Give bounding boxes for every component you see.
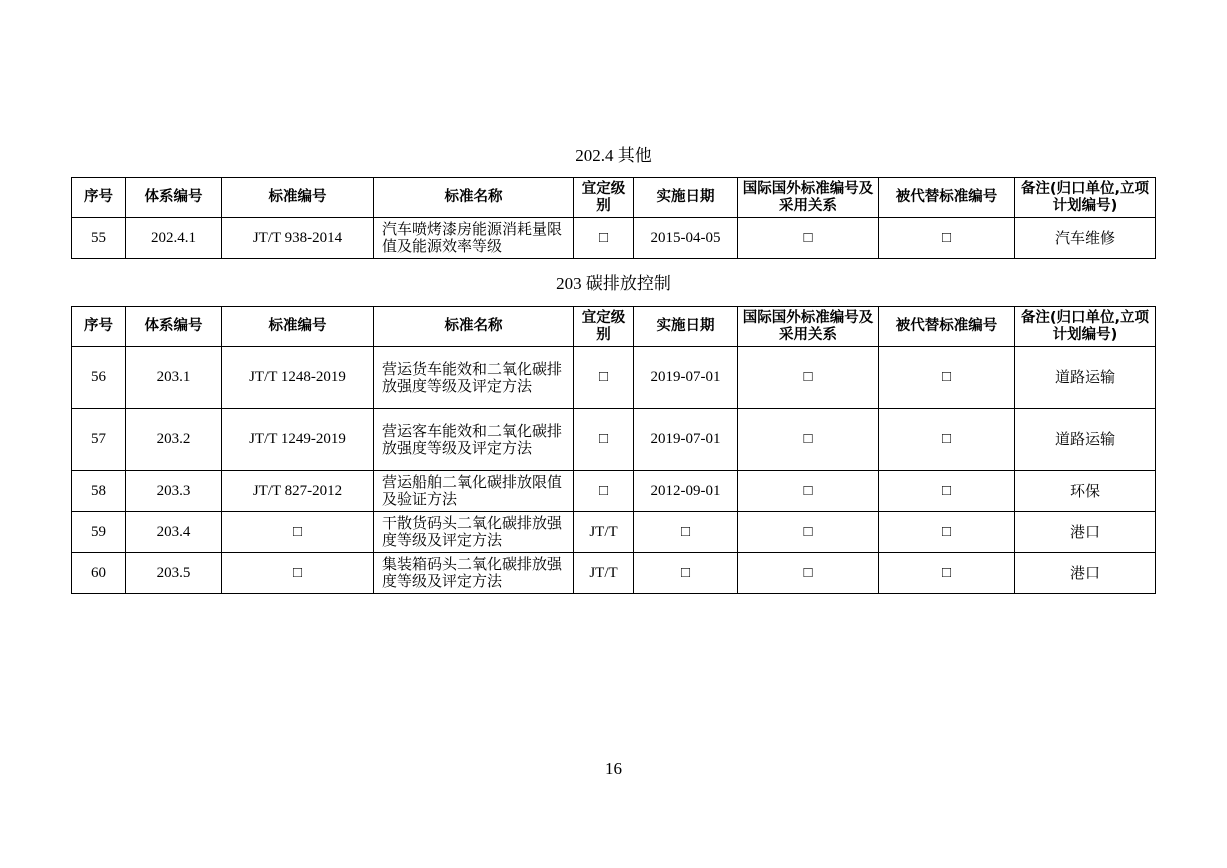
header-level: 宜定级别 bbox=[574, 307, 634, 347]
standards-table-203 bbox=[71, 306, 1156, 594]
cell-std-name: 汽车喷烤漆房能源消耗量限值及能源效率等级 bbox=[374, 218, 574, 259]
cell-seq: 60 bbox=[72, 553, 126, 594]
header-intl: 国际国外标准编号及采用关系 bbox=[738, 178, 879, 218]
cell-std-no: □ bbox=[222, 512, 374, 553]
cell-system-no: 203.2 bbox=[126, 409, 222, 471]
header-remark: 备注(归口单位,立项计划编号) bbox=[1015, 307, 1156, 347]
cell-std-no: JT/T 827-2012 bbox=[222, 471, 374, 512]
cell-std-name: 营运船舶二氧化碳排放限值及验证方法 bbox=[374, 471, 574, 512]
cell-level: □ bbox=[574, 347, 634, 409]
header-date: 实施日期 bbox=[634, 178, 738, 218]
cell-replaced: □ bbox=[879, 409, 1015, 471]
cell-date: 2019-07-01 bbox=[634, 409, 738, 471]
standards-table-202-4 bbox=[71, 177, 1156, 259]
cell-level: JT/T bbox=[574, 512, 634, 553]
table-row bbox=[72, 512, 1156, 553]
cell-remark: 道路运输 bbox=[1015, 347, 1156, 409]
header-replaced: 被代替标准编号 bbox=[879, 178, 1015, 218]
cell-seq: 57 bbox=[72, 409, 126, 471]
table-row bbox=[72, 347, 1156, 409]
cell-intl: □ bbox=[738, 512, 879, 553]
cell-std-no: JT/T 938-2014 bbox=[222, 218, 374, 259]
cell-date: 2015-04-05 bbox=[634, 218, 738, 259]
cell-level: □ bbox=[574, 409, 634, 471]
cell-std-no: □ bbox=[222, 553, 374, 594]
cell-std-name: 集装箱码头二氧化碳排放强度等级及评定方法 bbox=[374, 553, 574, 594]
section-title-203: 203 碳排放控制 bbox=[556, 274, 671, 293]
cell-remark: 道路运输 bbox=[1015, 409, 1156, 471]
table-row bbox=[72, 471, 1156, 512]
table-row bbox=[72, 553, 1156, 594]
cell-intl: □ bbox=[738, 471, 879, 512]
cell-remark: 环保 bbox=[1015, 471, 1156, 512]
cell-remark: 港口 bbox=[1015, 553, 1156, 594]
header-std-no: 标准编号 bbox=[222, 178, 374, 218]
cell-remark: 港口 bbox=[1015, 512, 1156, 553]
cell-system-no: 203.1 bbox=[126, 347, 222, 409]
cell-std-name: 干散货码头二氧化碳排放强度等级及评定方法 bbox=[374, 512, 574, 553]
cell-seq: 59 bbox=[72, 512, 126, 553]
header-level: 宜定级别 bbox=[574, 178, 634, 218]
header-system-no: 体系编号 bbox=[126, 307, 222, 347]
cell-replaced: □ bbox=[879, 218, 1015, 259]
table-row bbox=[72, 409, 1156, 471]
cell-system-no: 202.4.1 bbox=[126, 218, 222, 259]
cell-date: □ bbox=[634, 553, 738, 594]
cell-seq: 56 bbox=[72, 347, 126, 409]
cell-date: 2019-07-01 bbox=[634, 347, 738, 409]
cell-level: □ bbox=[574, 471, 634, 512]
header-replaced: 被代替标准编号 bbox=[879, 307, 1015, 347]
cell-system-no: 203.3 bbox=[126, 471, 222, 512]
header-std-no: 标准编号 bbox=[222, 307, 374, 347]
cell-replaced: □ bbox=[879, 471, 1015, 512]
header-system-no: 体系编号 bbox=[126, 178, 222, 218]
cell-intl: □ bbox=[738, 347, 879, 409]
header-seq: 序号 bbox=[72, 178, 126, 218]
cell-date: □ bbox=[634, 512, 738, 553]
cell-level: □ bbox=[574, 218, 634, 259]
header-remark: 备注(归口单位,立项计划编号) bbox=[1015, 178, 1156, 218]
header-date: 实施日期 bbox=[634, 307, 738, 347]
section-title-202-4: 202.4 其他 bbox=[575, 146, 652, 165]
cell-system-no: 203.5 bbox=[126, 553, 222, 594]
cell-std-name: 营运货车能效和二氧化碳排放强度等级及评定方法 bbox=[374, 347, 574, 409]
header-std-name: 标准名称 bbox=[374, 178, 574, 218]
page-number: 16 bbox=[605, 759, 622, 778]
header-intl: 国际国外标准编号及采用关系 bbox=[738, 307, 879, 347]
cell-intl: □ bbox=[738, 409, 879, 471]
cell-replaced: □ bbox=[879, 347, 1015, 409]
table-header-row bbox=[72, 178, 1156, 218]
cell-intl: □ bbox=[738, 218, 879, 259]
cell-remark: 汽车维修 bbox=[1015, 218, 1156, 259]
header-std-name: 标准名称 bbox=[374, 307, 574, 347]
cell-std-no: JT/T 1248-2019 bbox=[222, 347, 374, 409]
table-header-row bbox=[72, 307, 1156, 347]
cell-replaced: □ bbox=[879, 553, 1015, 594]
cell-replaced: □ bbox=[879, 512, 1015, 553]
table-row bbox=[72, 218, 1156, 259]
cell-std-no: JT/T 1249-2019 bbox=[222, 409, 374, 471]
cell-std-name: 营运客车能效和二氧化碳排放强度等级及评定方法 bbox=[374, 409, 574, 471]
cell-intl: □ bbox=[738, 553, 879, 594]
cell-date: 2012-09-01 bbox=[634, 471, 738, 512]
header-seq: 序号 bbox=[72, 307, 126, 347]
cell-level: JT/T bbox=[574, 553, 634, 594]
cell-system-no: 203.4 bbox=[126, 512, 222, 553]
cell-seq: 58 bbox=[72, 471, 126, 512]
cell-seq: 55 bbox=[72, 218, 126, 259]
